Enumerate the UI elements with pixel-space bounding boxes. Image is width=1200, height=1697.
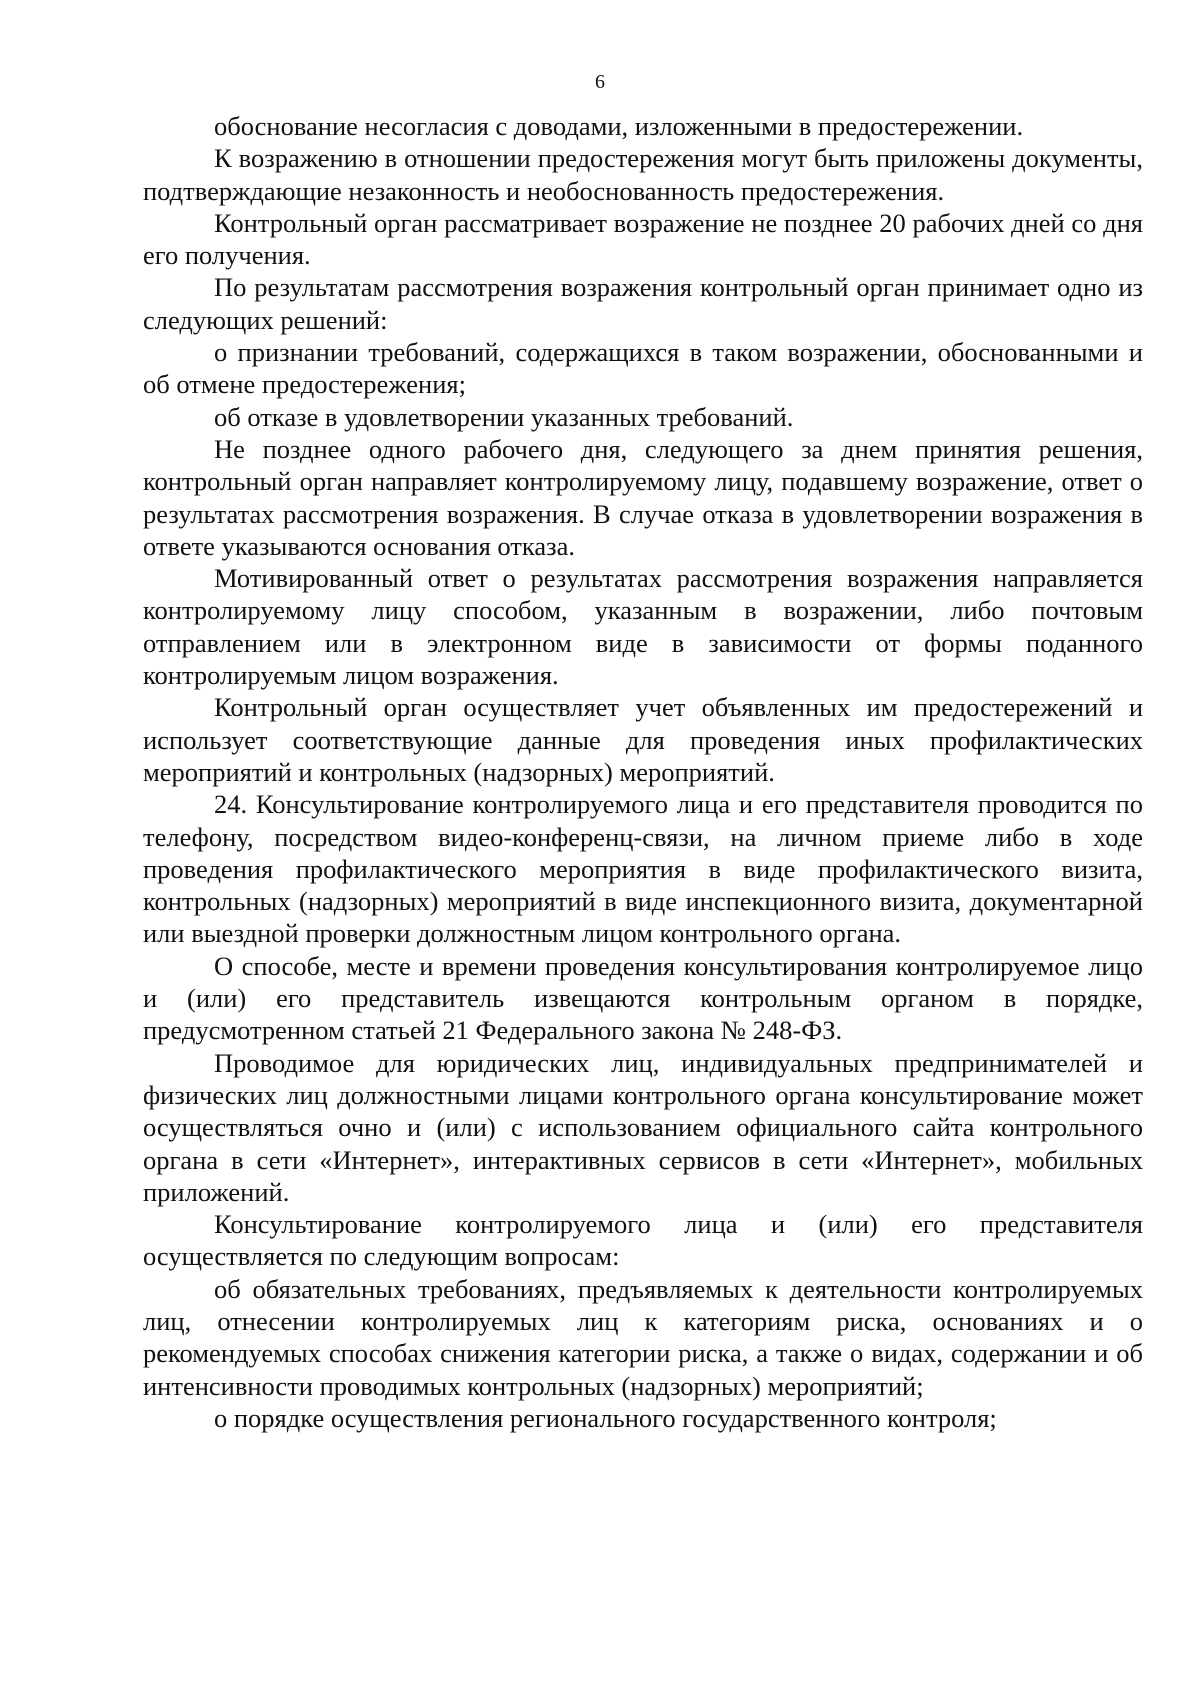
page-number: 6 [595, 71, 605, 93]
paragraph: Не позднее одного рабочего дня, следующего за днем принятия решения, контрольный орган направляет контролируемому лицу, подавшему возражение, ответ о результатах рассмотрения возражения. В случае отказа в удовлетворении возражения в ответе указываются основания отказа. [143, 433, 1143, 561]
paragraph: О способе, месте и времени проведения консультирования контролируемое лицо и (или) его представитель извещаются контрольным органом в порядке, предусмотренном статьей 21 Федерального закона № 248-ФЗ. [143, 950, 1143, 1046]
paragraph: о порядке осуществления регионального государственного контроля; [214, 1402, 997, 1433]
paragraph: К возражению в отношении предостережения могут быть приложены документы, подтверждающие незаконность и необоснованность предостережения. [143, 143, 1143, 206]
paragraph: Консультирование контролируемого лица и (или) его представителя осуществляется по следующим вопросам: [143, 1209, 1143, 1272]
paragraph: о признании требований, содержащихся в таком возражении, обоснованными и об отмене предостережения; [143, 337, 1143, 400]
paragraph: обоснование несогласия с доводами, изложенными в предостережении. [214, 111, 1024, 141]
paragraph-item-24: 24. Консультирование контролируемого лица и его представителя проводится по телефону, посредством видео-конференц-связи, на личном приеме либо в ходе проведения профилактического мероприятия в виде профилактического визита, контрольных (надзорных) мероприятий в виде инспекционного визита, документарной или выездной проверки должностным лицом контрольного органа. [143, 789, 1143, 949]
paragraph: об отказе в удовлетворении указанных требований. [214, 401, 794, 432]
paragraph: Проводимое для юридических лиц, индивидуальных предпринимателей и физических лиц должностными лицами контрольного органа консультирование может осуществляться очно и (или) с использованием официального сайта контрольного органа в сети «Интернет», интерактивных сервисов в сети «Интернет», мобильных приложений. [143, 1047, 1143, 1207]
paragraph: Контрольный орган осуществляет учет объявленных им предостережений и использует соответствующие данные для проведения иных профилактических мероприятий и контрольных (надзорных) мероприятий. [143, 692, 1143, 787]
paragraph: По результатам рассмотрения возражения контрольный орган принимает одно из следующих решений: [143, 272, 1143, 335]
paragraph: об обязательных требованиях, предъявляемых к деятельности контролируемых лиц, отнесении контролируемых лиц к категориям риска, основаниях и о рекомендуемых способах снижения категории риска, а также о видах, содержании и об интенсивности проводимых контрольных (надзорных) мероприятий; [143, 1273, 1143, 1401]
paragraph: Контрольный орган рассматривает возражение не позднее 20 рабочих дней со дня его получения. [143, 207, 1143, 271]
paragraph: Мотивированный ответ о результатах рассмотрения возражения направляется контролируемому лицу способом, указанным в возражении, либо почтовым отправлением или в электронном виде в зависимости от формы поданного контролируемым лицом возражения. [143, 563, 1143, 691]
document-body [143, 110, 1143, 1434]
